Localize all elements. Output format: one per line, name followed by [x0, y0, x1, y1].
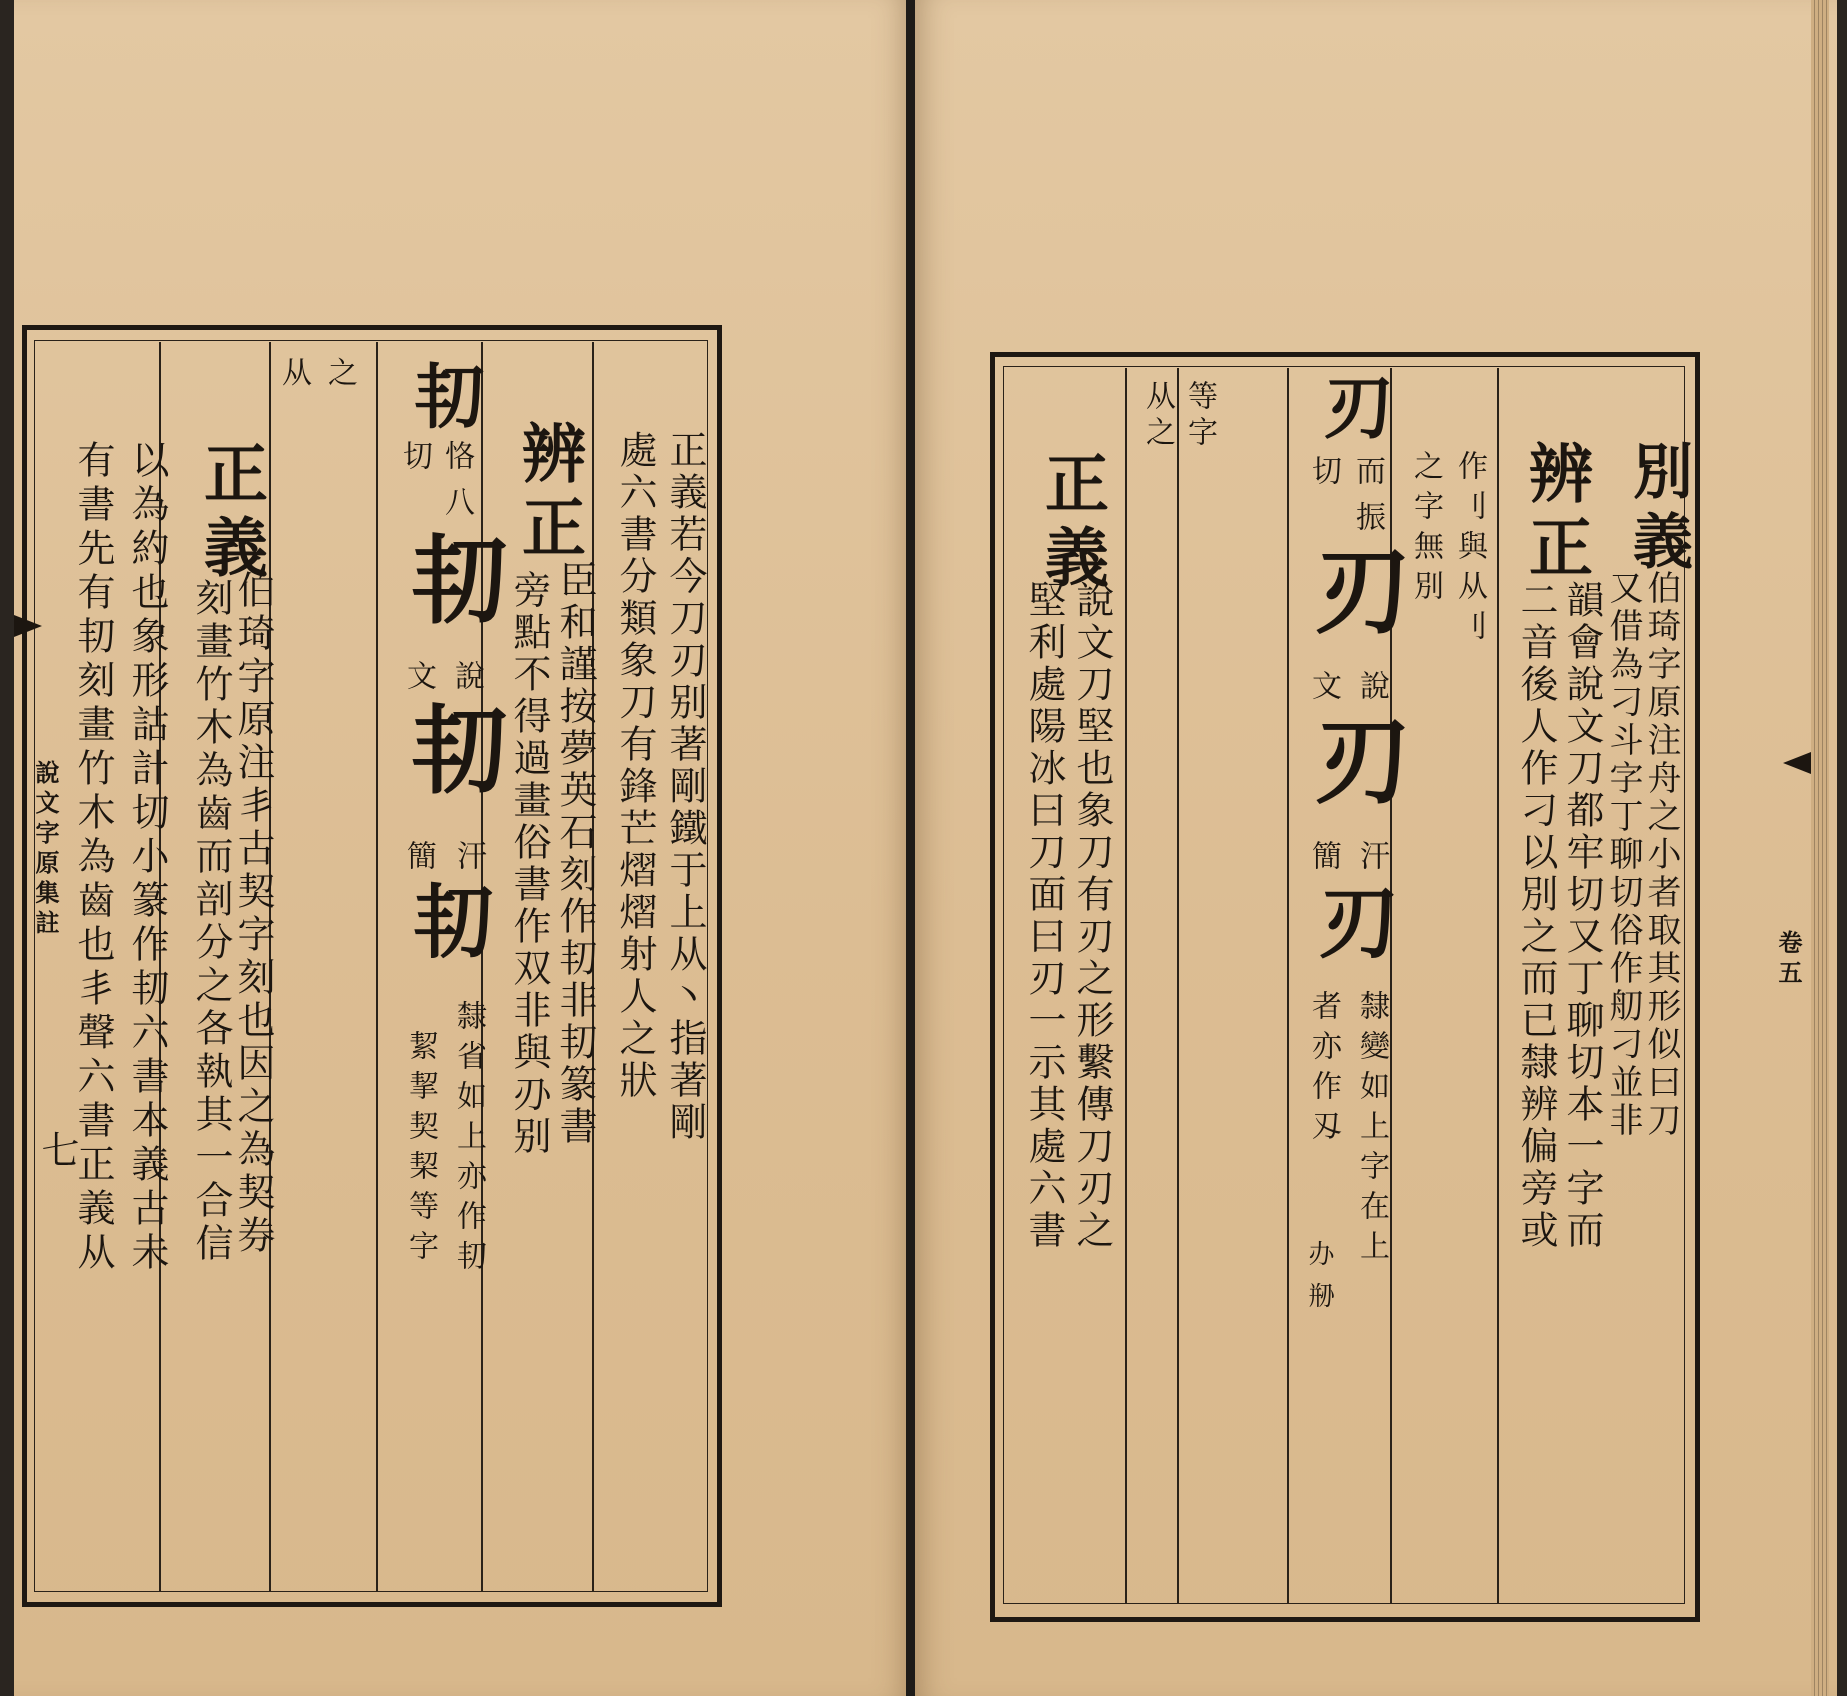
zhengyi-heading: 正義: [1034, 450, 1109, 598]
bianzheng-col-4: 之字無別: [1408, 450, 1443, 610]
seal-form-2: 刃: [1299, 710, 1412, 832]
zhengyi-col-2: 堅利處陽冰曰刀面曰刃一示其處六書: [1022, 580, 1066, 1252]
bianzheng-col-2: 二音後人作刁以別之而已隸辨偏旁或: [1514, 580, 1558, 1252]
fanqie-1: 而振: [1350, 455, 1385, 547]
derived-chars: 絜挈契栔等字: [403, 1030, 438, 1270]
zhengyi-body-1: 伯琦字原注丯古契字刻也因之為契券: [231, 570, 275, 1258]
fold-mark-icon: [1783, 752, 1811, 774]
cong-zhi: 从之: [1140, 380, 1175, 452]
seal-form-2: 㓞: [396, 700, 509, 822]
bianzheng-note-2: 旁點不得過畫俗書作双非與刅别: [507, 570, 551, 1158]
zhengyi-top-col-1: 正義若今刀刃别著剛鐵于上从丶指著剛: [663, 430, 707, 1144]
han-label: 汗: [1354, 840, 1389, 886]
volume-label: 卷五: [1774, 930, 1803, 990]
zhengyi-body-4: 有書先有㓞刻畫竹木為齒也丯聲六書正義从: [71, 440, 115, 1276]
right-page: [915, 0, 1837, 1696]
bieyi-col-1: 伯琦字原注舟之小者取其形似曰刀: [1641, 570, 1681, 1140]
cong-note: 从之: [282, 356, 374, 391]
book-title: 說文字原集註: [31, 760, 60, 940]
jian-label: 簡: [1306, 840, 1341, 886]
bianzheng-heading: 辨正: [511, 420, 586, 568]
zhengyi-body-3: 以為約也象形詁計切小篆作㓞六書本義古未: [125, 440, 169, 1276]
jian-label: 簡: [401, 840, 436, 886]
bieyi-heading: 別義: [1623, 440, 1693, 580]
zhengyi-col-1: 說文刀堅也象刀有刃之形繫傳刀刃之: [1070, 580, 1114, 1252]
zhengyi-top-col-2: 處六書分類象刀有鋒芒熠熠射人之狀: [613, 430, 657, 1102]
seal-form-shuowen: 㓞: [396, 530, 509, 652]
han-label: 汗: [451, 840, 486, 886]
zhengyi-body-2: 刻畫竹木為齒而剖分之各執其一合信: [189, 578, 233, 1266]
page-edge-stack: [1811, 0, 1829, 1696]
fanqie-2: 切: [1306, 455, 1341, 501]
bianzheng-col-3: 作刂與从刂: [1452, 450, 1487, 650]
left-page: [14, 0, 910, 1696]
zhengyi-heading: 正義: [193, 440, 268, 588]
seal-form-3: 㓞: [400, 880, 494, 986]
li-note-2: 者亦作刄: [1306, 990, 1341, 1150]
bianzheng-note: 臣和謹按夢英石刻作㓞非㓞篆書: [553, 560, 597, 1148]
bieyi-col-2: 又借為刁斗字丁聊切俗作舠刁並非: [1603, 570, 1643, 1140]
seal-form-3: 刃: [1305, 880, 1399, 986]
fanqie-2: 切: [397, 440, 432, 486]
li-note: 隸省如上亦作㓞: [451, 1000, 486, 1280]
head-character: 刃: [1312, 370, 1395, 450]
li-note: 隸變如上字在上: [1354, 990, 1389, 1270]
fanqie-1: 恪八: [439, 440, 474, 532]
wen-label: 文: [401, 660, 436, 706]
variant-note: 办剙: [1304, 1240, 1334, 1324]
bianzheng-col-1: 韻會說文刀都牢切又丁聊切本一字而: [1560, 580, 1604, 1252]
wen-label: 文: [1306, 670, 1341, 716]
deng-zi: 等字: [1182, 380, 1217, 452]
shuowen-label: 說: [449, 660, 484, 706]
bianzheng-heading: 辨正: [1518, 440, 1593, 588]
seal-form-shuowen: 刃: [1299, 540, 1412, 662]
head-character: 㓞: [403, 360, 486, 440]
shuowen-label: 說: [1354, 670, 1389, 716]
folio-number: 七: [35, 1130, 79, 1180]
